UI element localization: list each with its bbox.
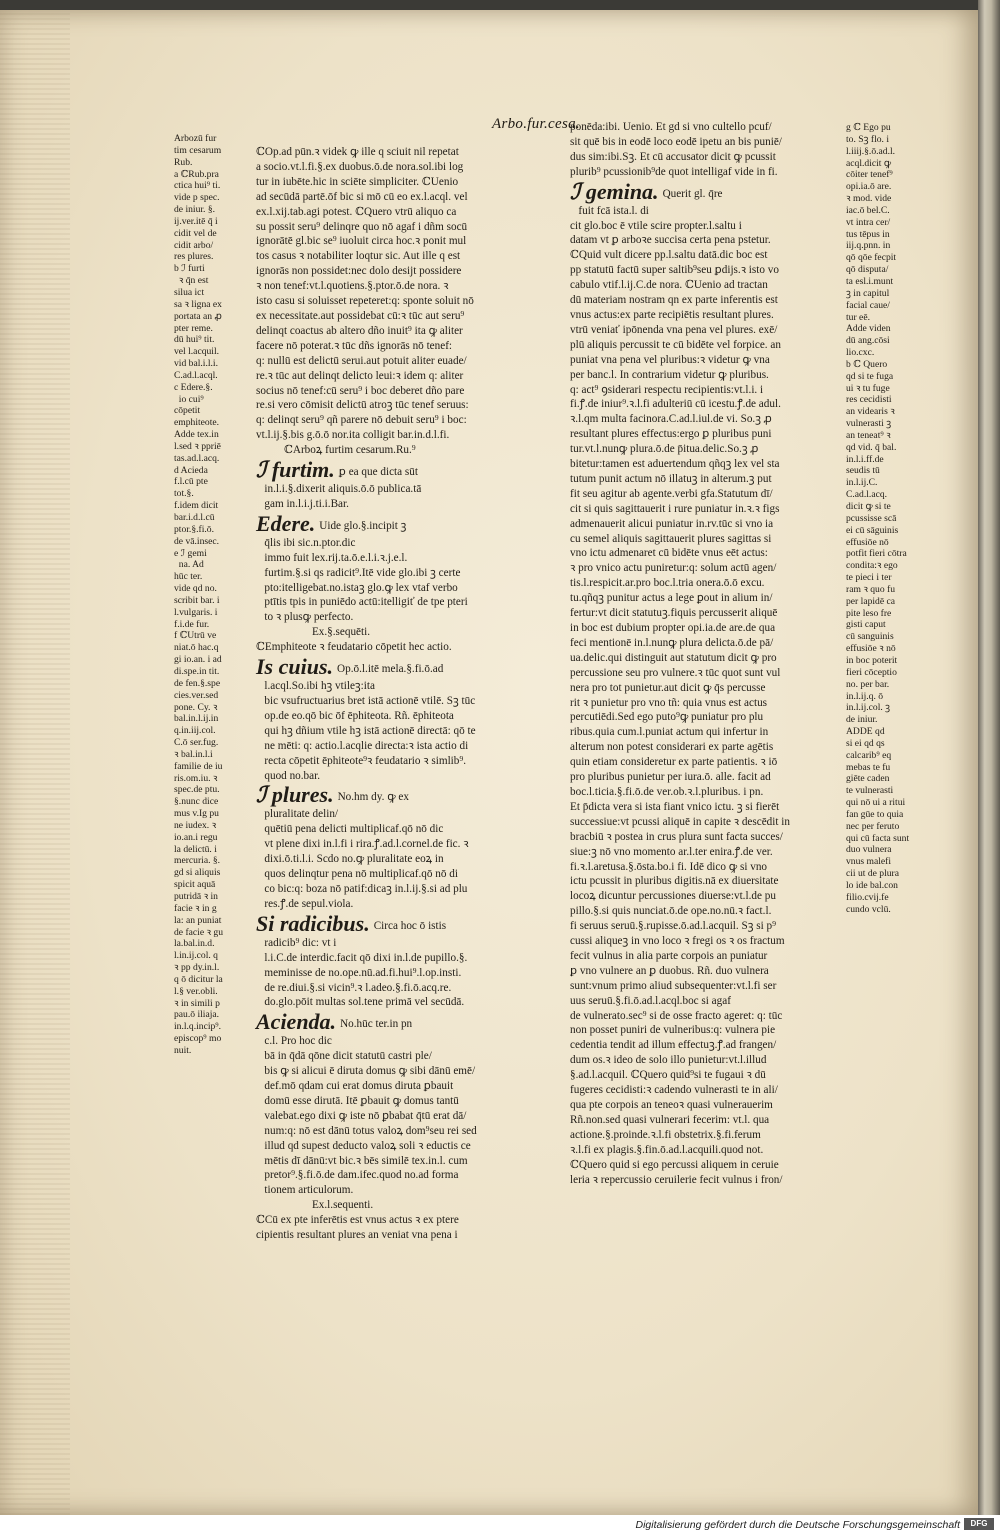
text-line bbox=[570, 233, 840, 248]
line-text: q: nullū est delictū serui.aut potuit aliter euade/ bbox=[256, 354, 467, 367]
text-line bbox=[256, 739, 526, 754]
line-text: ponēda:ibi. Uenio. Et gd si vno cultello pcuf/ bbox=[570, 121, 772, 133]
text-line bbox=[570, 502, 840, 517]
line-text: Uide glo.§.incipit ꝫ bbox=[319, 519, 407, 532]
line-text: per banc.l. In contrarium videtur ꝙ pluribus. bbox=[570, 368, 769, 381]
line-text: Circa hoc ō istis bbox=[373, 919, 447, 932]
text-line bbox=[570, 591, 840, 606]
text-line bbox=[256, 1168, 526, 1183]
line-text: pro pluribus punietur per iura.ō. alle. facit ad bbox=[570, 771, 771, 784]
text-line bbox=[256, 694, 526, 709]
line-text: nera pro tot punietur.aut dicit ꝙ q̄s percusse bbox=[570, 681, 766, 694]
line-text: No.hm dy. ꝙ ex bbox=[337, 791, 409, 804]
text-line bbox=[256, 1154, 526, 1169]
text-line bbox=[256, 822, 526, 837]
text-line bbox=[256, 354, 526, 369]
line-text: Rñ.non.sed quasi vulnerari fecerim: vt.l. qua bbox=[570, 1113, 770, 1126]
text-line bbox=[256, 1139, 526, 1154]
line-text: successiue:vt pcussi aliquē in capite ꝛ descēdit in bbox=[570, 815, 790, 828]
text-line bbox=[256, 309, 526, 324]
line-text: tos casus ꝛ notabiliter loqtur sic. Aut ille q est bbox=[256, 250, 461, 263]
line-text: gam in.l.i.j.ti.i.Bar. bbox=[256, 497, 349, 510]
text-line bbox=[570, 576, 840, 591]
text-line bbox=[570, 860, 840, 875]
line-text: locoꝝ dicuntur percussiones diuerse:vt.l.de pu bbox=[570, 890, 776, 903]
text-line bbox=[256, 279, 526, 294]
text-line bbox=[256, 428, 526, 443]
text-line bbox=[570, 120, 840, 135]
text-line bbox=[570, 1038, 840, 1053]
text-line bbox=[256, 769, 526, 784]
line-text: ex necessitate.aut possidebat cū:ꝛ tūc aut seru⁹ bbox=[256, 309, 465, 322]
text-line bbox=[256, 249, 526, 264]
line-text: l.acql.So.ibi hꝫ vtileꝫ:ita bbox=[256, 680, 375, 693]
text-line bbox=[570, 165, 840, 180]
left-text-column bbox=[256, 145, 526, 1243]
text-line bbox=[256, 536, 526, 551]
text-line bbox=[570, 1113, 840, 1128]
line-text: q̄lis ibi sic.n.ptor.dic bbox=[256, 536, 356, 549]
line-text: admenauerit alicui puniatur in.rv.tūc si vno ia bbox=[570, 517, 774, 530]
footer-credit: Digitalisierung gefördert durch die Deutsche Forschungsgemeinschaft bbox=[635, 1519, 960, 1531]
text-line bbox=[256, 897, 526, 912]
text-line bbox=[570, 323, 840, 338]
line-text: ꝑ vno vulnere an ꝑ duobus. Rñ. duo vulnera bbox=[570, 964, 769, 977]
text-line bbox=[570, 740, 840, 755]
line-text: fecit vulnus in alia parte corpois an puniatur bbox=[570, 949, 768, 962]
text-line bbox=[256, 807, 526, 822]
line-text: mētis dī dānū:vt bic.ꝛ bēs similē tex.in.l. cum bbox=[256, 1154, 468, 1167]
line-text: sunt:vnum primo aliud subsequenter:vt.l.fi ser bbox=[570, 979, 777, 992]
text-line bbox=[570, 517, 840, 532]
line-text: sit quē bis in eodē loco eodē ipetu an bis puniē/ bbox=[570, 135, 782, 148]
line-text: dū materiam nostram qn ex parte inferentis est bbox=[570, 294, 778, 307]
line-text: radicib⁹ dic: vt i bbox=[256, 936, 337, 949]
text-line bbox=[256, 339, 526, 354]
line-text: tis.l.respicit.ar.pro boc.l.tria onera.ō.ō excu. bbox=[570, 577, 765, 590]
line-text: op.de eo.qō bic ōf ēphiteota. Rñ. ēphiteota bbox=[256, 709, 454, 722]
line-text: qui hꝫ dñium vtile hꝫ istā actionē directā: qō te bbox=[256, 724, 476, 737]
line-text: illud qd supest deducto valoꝝ soli ꝛ eductis ce bbox=[256, 1139, 471, 1152]
line-text: pp statutū factū super saltib⁹seu ꝑdijs.ꝛ isto vo bbox=[570, 264, 779, 277]
text-line bbox=[256, 145, 526, 160]
line-text: co bic:q: boza nō patif:dicaꝫ in.l.ij.§.si ad plu bbox=[256, 882, 468, 895]
text-line bbox=[570, 1053, 840, 1068]
line-text: num:q: nō est dānū totus valoꝝ dom⁹seu rei sed bbox=[256, 1124, 477, 1137]
line-text: cipientis resultant plures an veniat vna pena i bbox=[256, 1229, 458, 1242]
text-line bbox=[256, 160, 526, 175]
text-line bbox=[256, 724, 526, 739]
line-text: ictu pcussit in pluribus digitis.nā ex diuersitate bbox=[570, 875, 779, 888]
line-text: ad secūdā partē.ōf bic si mō cū eo ex.l.acql. vel bbox=[256, 190, 468, 203]
text-line bbox=[570, 397, 840, 412]
line-text: ꝛ.l.fi ex plagis.§.fin.ō.ad.l.acquili.quod not. bbox=[570, 1143, 764, 1156]
line-text: ua.delic.qui distinguit aut statutum dicit ꝙ pro bbox=[570, 651, 777, 664]
text-line bbox=[570, 338, 840, 353]
line-text: fugeres cecidisti:ꝛ cadendo vulnerasti te in ali/ bbox=[570, 1084, 778, 1097]
text-line bbox=[256, 595, 526, 610]
line-text: de re.diui.§.si vicin⁹.ꝛ l.adeo.§.fi.ō.acq.re. bbox=[256, 981, 452, 994]
line-text: facere nō poterat.ꝛ tūc dñs ignorās nō tenef: bbox=[256, 339, 453, 352]
text-line bbox=[570, 710, 840, 725]
text-line bbox=[256, 1109, 526, 1124]
text-line bbox=[570, 1143, 840, 1158]
text-line bbox=[570, 770, 840, 785]
text-line bbox=[256, 264, 526, 279]
line-text: ꝛ.l.qm multa facinora.C.ad.l.iul.de vi. So.ꝫ ꝓ bbox=[570, 413, 772, 426]
lemma-heading: Edere. bbox=[256, 510, 316, 536]
text-line bbox=[570, 651, 840, 666]
line-text: ribus.quia cum.l.puniat actum qui infertur in bbox=[570, 726, 769, 739]
text-line bbox=[256, 852, 526, 867]
text-line bbox=[570, 874, 840, 889]
line-text: alterum non potest considerari ex parte agētis bbox=[570, 741, 774, 754]
text-line bbox=[570, 442, 840, 457]
line-text: Op.ō.l.itē mela.§.fi.ō.ad bbox=[337, 663, 444, 676]
line-text: cit glo.boc ē vtile scire propter.l.saltu i bbox=[570, 219, 742, 232]
line-text: ꝛ non tenef:vt.l.quotiens.§.ptor.ō.de nora. ꝛ bbox=[256, 280, 449, 293]
text-line bbox=[256, 1034, 526, 1049]
line-text: Et p̄dicta vera si ista fiant vnico ictu. ꝫ si fierēt bbox=[570, 800, 780, 813]
line-text: qua pte corpois an teneoꝛ quasi vulnerauerim bbox=[570, 1099, 773, 1111]
text-line bbox=[570, 1128, 840, 1143]
text-line bbox=[570, 263, 840, 278]
text-line bbox=[256, 625, 526, 640]
line-text: ℂOp.ad pūn.ꝛ videk ꝙ ille q sciuit nil repetat bbox=[256, 146, 459, 158]
line-text: vt plene dixi in.l.fi i rira.ꝭ.ad.l.cornel.de fic. ꝛ bbox=[256, 838, 469, 851]
text-line bbox=[570, 934, 840, 949]
text-line bbox=[570, 457, 840, 472]
line-text: res.ꝭ.de sepul.viola. bbox=[256, 897, 354, 910]
text-line bbox=[256, 837, 526, 852]
line-text: vtrū veniať ipōnenda vna pena vel plures. exē/ bbox=[570, 323, 778, 336]
line-text: dus sim:ibi.Sꝫ. Et cū accusator dicit ꝙ pcussit bbox=[570, 150, 776, 163]
text-line bbox=[256, 951, 526, 966]
text-line bbox=[570, 800, 840, 815]
text-line bbox=[570, 606, 840, 621]
text-line bbox=[570, 219, 840, 234]
text-line bbox=[570, 830, 840, 845]
line-text: cu semel aliquis sagittauerit plures sagittas si bbox=[570, 532, 772, 545]
text-line bbox=[256, 610, 526, 625]
line-text: ℂCū ex pte inferētis est vnus actus ꝛ ex ptere bbox=[256, 1214, 459, 1227]
text-line bbox=[256, 413, 526, 428]
line-text: fi.ꝛ.l.aretusa.§.ōsta.bo.i fi. Idē dico ꝙ si vno bbox=[570, 860, 768, 873]
text-line bbox=[256, 566, 526, 581]
text-line bbox=[570, 636, 840, 651]
line-text: fit seu agitur ab agente.verbi gfa.Statutum dī/ bbox=[570, 487, 773, 500]
right-text-column bbox=[570, 120, 840, 1187]
text-line bbox=[256, 384, 526, 399]
right-marginal-gloss: g ℂ Ego pu to. Sꝫ flo. i l.iiij.§.ō.ad.l. acql.dicit ꝙ cōiter tenef⁹ opi.ia.ō are. ꝛ mod. vide iac.ō bel.C. vt intra cer/ tus tēpus in iij.q.pnn. in qō qōe fecpit qō disputa/ ta esl.i.munt ꝫ in capitul facial caue/ tur eē. Adde viden dū ang.cōsi lio.cxc. b ℂ Quero qd si te fuga ui ꝛ tu fuge res cecidisti an videaris ꝛ vulnerasti ꝫ an teneat⁹ ꝛ qd vid. q̄ bal. in.l.i.ff.de seudis tū in.l.ij.C. C.ad.l.acq. dicit ꝙ si te pcussisse scā ei cū sāguinis effusiōe nō potfit fieri cōtra condita:ꝛ ego te pieci i ter ram ꝛ quo fu per lapidē ca pite leso fre gisti caput cū sanguinis effusiōe ꝛ nō in boc poterit fieri cōceptio no. per bar. in.l.ij.q. ō in.l.ij.col. ꝫ de iniur. ADDE qd si ei qd qs calcarib⁹ eq mebas te fu giēte caden te vulnerasti qui nō ui a ritui fan gūe to quia nec per feruto qui cū facta sunt duo vulnera vnus malefi cii ut de plura lo ide bal.con filio.cvij.fe cundo vclū. bbox=[846, 122, 910, 915]
line-text: fuit fcā ista.l. di bbox=[570, 204, 649, 217]
text-line bbox=[570, 845, 840, 860]
line-text: bitetur:tamen est aduertendum qñqꝫ lex vel sta bbox=[570, 458, 780, 471]
line-text: plurib⁹ pcussionib⁹de quot intelligaf vide in fi. bbox=[570, 165, 778, 178]
text-line bbox=[256, 175, 526, 190]
line-text: tur.vt.l.nunꝙ plura.ō.de p̄itua.delic.So.ꝫ ꝓ bbox=[570, 443, 759, 456]
line-text: in.l.i.§.dixerit aliquis.ō.ō publica.tā bbox=[256, 483, 422, 496]
text-line bbox=[570, 785, 840, 800]
text-line bbox=[570, 1023, 840, 1038]
text-line bbox=[256, 398, 526, 413]
line-text: ignorātē gl.bic se⁹ iuoluit circa hoc.ꝛ ponit mul bbox=[256, 235, 467, 248]
line-text: vno ictu admenaret cū bidēte vnus eēt actus: bbox=[570, 547, 768, 560]
line-text: delinqt coactus ab altero dño inuit⁹ ita ꝙ aliter bbox=[256, 324, 463, 337]
line-text: ℂQuid vult dicere pp.l.saltu datā.dic boc est bbox=[570, 249, 768, 262]
lemma-heading: Si radicibus. bbox=[256, 910, 370, 936]
text-line bbox=[570, 889, 840, 904]
line-text: immo fuit lex.rij.ta.ō.e.l.i.ꝛ.j.e.l. bbox=[256, 551, 408, 564]
text-line bbox=[256, 1183, 526, 1198]
line-text: §.ad.l.acquil. ℂQuero quid⁹si te fugaui ꝛ dū bbox=[570, 1069, 766, 1082]
text-line bbox=[256, 1198, 526, 1213]
line-text: re.si vero cōmisit delictū atroꝫ tūc tenef seruus: bbox=[256, 399, 469, 412]
line-text: tutum punit actum nō illatuꝫ in alterum.ꝫ put bbox=[570, 472, 772, 485]
line-text: fi seruus seruū.§.rupisse.ō.ad.l.acquil. Sꝫ si p⁹ bbox=[570, 920, 776, 933]
text-line bbox=[570, 666, 840, 681]
line-text: quētiū pena delicti multiplicaf.qō nō dic bbox=[256, 823, 444, 836]
lemma-heading: Acienda. bbox=[256, 1009, 337, 1035]
line-text: plū aliquis percussit te cū bidēte vel forpice. an bbox=[570, 338, 781, 351]
text-line bbox=[256, 1124, 526, 1139]
line-text: quod no.bar. bbox=[256, 769, 321, 782]
line-text: to ꝛ plusꝙ perfecto. bbox=[256, 611, 354, 624]
text-line bbox=[570, 412, 840, 427]
text-line bbox=[256, 882, 526, 897]
text-line bbox=[570, 681, 840, 696]
line-text: pillo.§.si quis nunciat.ō.de ope.no.nū.ꝛ fact.l. bbox=[570, 905, 772, 918]
line-text: cabulo vtif.l.ij.C.de nora. ℂUenio ad tractan bbox=[570, 279, 768, 292]
line-text: de vulnerato.sec⁹ si de osse fracto ageret: q: tūc bbox=[570, 1009, 783, 1022]
text-line bbox=[256, 512, 526, 536]
line-text: uus seruū.§.fi.ō.ad.l.acql.boc si agaf bbox=[570, 994, 731, 1007]
text-line bbox=[256, 754, 526, 769]
line-text: Ex.l.sequenti. bbox=[256, 1199, 374, 1212]
text-line bbox=[256, 1049, 526, 1064]
line-text: bic vsufructuarius bret istā actionē vtilē. Sꝫ tūc bbox=[256, 695, 476, 707]
line-text: furtim.§.si qs radicit⁹.Itē vide glo.ibi ꝫ certe bbox=[256, 566, 461, 579]
line-text: tur in iubēte.hic in sciēte simpliciter. ℂUenio bbox=[256, 175, 459, 188]
text-line bbox=[256, 709, 526, 724]
line-text: a socio.vt.l.fi.§.ex duobus.ō.de nora.sol.ibi log bbox=[256, 160, 464, 173]
line-text: No.hūc ter.in pn bbox=[340, 1018, 413, 1031]
text-line bbox=[256, 783, 526, 807]
text-line bbox=[570, 1009, 840, 1024]
text-line bbox=[256, 1228, 526, 1243]
line-text: vnus actus:ex parte recipiētis resultant plures. bbox=[570, 308, 774, 321]
text-line bbox=[256, 1064, 526, 1079]
text-line bbox=[570, 994, 840, 1009]
line-text: in boc est dubium propter opi.ia.de are.de qua bbox=[570, 622, 776, 634]
line-text: pretor⁹.§.fi.ō.de dam.ifec.quod no.ad forma bbox=[256, 1169, 459, 1182]
text-line bbox=[256, 867, 526, 882]
text-line bbox=[256, 234, 526, 249]
line-text: cit si quis sagittauerit i rure puniatur in.ꝛ.ꝛ figs bbox=[570, 502, 780, 515]
line-text: do.glo.pōit multas sol.tene primā vel secūdā. bbox=[256, 996, 465, 1009]
line-text: quos delinqtur pena nō multiplicaf.qō nō di bbox=[256, 868, 458, 881]
line-text: l.i.C.de interdic.facit qō dixi in.l.de pupillo.§. bbox=[256, 951, 468, 964]
text-line bbox=[256, 1079, 526, 1094]
text-line bbox=[256, 1213, 526, 1228]
text-line bbox=[256, 1094, 526, 1109]
line-text: socius nō tenef:cū seru⁹ i boc deberet dño pare bbox=[256, 384, 465, 397]
text-line bbox=[570, 353, 840, 368]
line-text: bā in q̄dā qōne dicit statutū castri ple/ bbox=[256, 1050, 432, 1063]
line-text: datam vt ꝑ arboꝛe succisa certa pena pstetur. bbox=[570, 234, 771, 247]
text-line bbox=[570, 1173, 840, 1188]
text-line bbox=[256, 205, 526, 220]
text-line bbox=[570, 135, 840, 150]
line-text: actione.§.proinde.ꝛ.l.fi obstetrix.§.fi.ferum bbox=[570, 1128, 761, 1141]
text-line bbox=[256, 458, 526, 482]
line-text: def.mō qdam cui erat domus diruta ꝑbauit bbox=[256, 1080, 454, 1093]
line-text: ꝛ pro vnico actu puniretur:q: solum actū agen/ bbox=[570, 562, 777, 575]
line-text: c.l. Pro hoc dic bbox=[256, 1035, 332, 1048]
book-fore-edge bbox=[978, 0, 1000, 1515]
line-text: fertur:vt dicit statutuꝫ.fiquis percusserit aliquē bbox=[570, 607, 778, 620]
line-text: tionem articulorum. bbox=[256, 1184, 354, 1197]
line-text: domū esse dirutā. Itē ꝑbauit ꝙ domus tantū bbox=[256, 1094, 459, 1107]
text-line bbox=[256, 966, 526, 981]
text-line bbox=[570, 755, 840, 770]
text-line bbox=[256, 482, 526, 497]
line-text: feci mentionē in.l.nunꝙ plura delicta.ō.de pā/ bbox=[570, 636, 774, 649]
line-text: cussi aliqueꝫ in vno loco ꝛ fregi os ꝛ os fractum bbox=[570, 935, 785, 948]
text-line bbox=[570, 532, 840, 547]
page-edges bbox=[0, 10, 70, 1515]
text-line bbox=[570, 725, 840, 740]
text-line bbox=[570, 204, 840, 219]
line-text: isto casu si soluisset repeteret:q: sponte soluit nō bbox=[256, 295, 474, 308]
text-line bbox=[570, 383, 840, 398]
text-line bbox=[570, 150, 840, 165]
line-text: leria ꝛ repercussio ceruilerie fecit vulnus i fron/ bbox=[570, 1173, 783, 1186]
lemma-heading: ℐ gemina. bbox=[570, 178, 659, 204]
text-line bbox=[256, 912, 526, 936]
text-line bbox=[570, 278, 840, 293]
line-text: dixi.ō.ti.l.i. Scdo no.ꝙ pluralitate eoꝝ in bbox=[256, 853, 444, 866]
lemma-heading: ℐ plures. bbox=[256, 782, 334, 808]
line-text: quin etiam consideretur ex parte patientis. ꝛ iō bbox=[570, 756, 778, 769]
line-text: siue:ꝫ nō vno momento ar.l.ter enira.ꝭ.de ver. bbox=[570, 845, 773, 858]
text-line bbox=[570, 368, 840, 383]
text-line bbox=[256, 324, 526, 339]
text-line bbox=[570, 427, 840, 442]
text-line bbox=[570, 472, 840, 487]
text-line bbox=[570, 1083, 840, 1098]
text-line bbox=[570, 696, 840, 711]
text-line bbox=[256, 679, 526, 694]
line-text: rit ꝛ punietur pro vno tñ: quia vnus est actus bbox=[570, 696, 768, 709]
line-text: percutiēdi.Sed ego puto⁹ꝙ puniatur pro plu bbox=[570, 711, 764, 724]
text-line bbox=[570, 964, 840, 979]
running-header: Arbo.fur.cesa. bbox=[492, 116, 580, 132]
text-line bbox=[570, 248, 840, 263]
text-line bbox=[256, 1010, 526, 1034]
line-text: puniat vna pena vel pluribus:ꝛ videtur ꝙ vna bbox=[570, 353, 770, 366]
lemma-heading: Is cuius. bbox=[256, 654, 334, 680]
text-line bbox=[256, 220, 526, 235]
text-line bbox=[570, 949, 840, 964]
line-text: percussione seu pro vulnere.ꝛ tūc quot sunt vul bbox=[570, 666, 781, 679]
text-line bbox=[570, 1158, 840, 1173]
text-line bbox=[256, 936, 526, 951]
text-line bbox=[570, 815, 840, 830]
line-text: re.ꝛ tūc aut delinqt delicto leui:ꝛ idem q: aliter bbox=[256, 369, 464, 382]
line-text: ex.l.xij.tab.agi potest. ℂQuero vtrū aliquo ca bbox=[256, 205, 457, 218]
text-line bbox=[570, 919, 840, 934]
line-text: tu.qñqꝫ punitur actus a lege ꝑout in alium in/ bbox=[570, 592, 773, 605]
line-text: ignorās non possidet:nec dolo desijt possidere bbox=[256, 265, 462, 278]
line-text: non posset puniri de vulneribus:q: vulnera pie bbox=[570, 1024, 776, 1037]
text-line bbox=[570, 979, 840, 994]
line-text: q: delinqt seru⁹ qñ parere nō debuit seru⁹ i boc: bbox=[256, 414, 467, 427]
text-line bbox=[570, 293, 840, 308]
text-line bbox=[570, 308, 840, 323]
line-text: Ex.§.sequēti. bbox=[256, 626, 371, 639]
text-line bbox=[570, 1098, 840, 1113]
line-text: resultant plures effectus:ergo ꝑ pluribus puni bbox=[570, 428, 772, 441]
line-text: ne mēti: q: actio.l.acqlie directa:ꝛ ista actio di bbox=[256, 739, 469, 752]
line-text: boc.l.ticia.§.fi.ō.de ver.ob.ꝛ.l.pluribus. i pn. bbox=[570, 785, 764, 798]
line-text: pto:itelligebat.no.istaꝫ glo.ꝙ lex vtaf verbo bbox=[256, 581, 458, 594]
line-text: bis ꝙ si alicui ē diruta domus ꝙ sibi dānū emē/ bbox=[256, 1065, 476, 1078]
line-text: q: act⁹ ꝯsiderari respectu recipientis:vt.l.i. i bbox=[570, 383, 764, 396]
text-line bbox=[256, 581, 526, 596]
line-text: ℂArboꝝ furtim cesarum.Ru.⁹ bbox=[256, 444, 416, 457]
left-marginal-gloss: Arbozū fur tim cesarum Rub. a ℂRub.pra ctica hui⁹ ti. vide p spec. de iniur. §. ij.ver.itē q̄ i cidit vel de cidit arbo/ res plures. b ℐ furti ꝛ q̄n est silua ict sa ꝛ ligna ex portata an ꝓ pter reme. dū hui⁹ tit. vel l.acquil. vid bal.i.l.i. C.ad.l.acql. c Edere.§. io cui⁹ cōpetit emphiteote. Adde tex.in l.sed ꝛ ppriē tas.ad.l.acq. d Acieda f.l.cū pte tot.§. f.idem dicit bar.i.d.l.cū ptor.§.fi.ō. de vā.insec. e ℐ gemi na. Ad hūc ter. vide qd no. scribit bar. i l.vulgaris. i f.i.de fur. f ℂUtrū ve niat.ō hac.q gi io.an. i ad di.spe.in tit. de fen.§.spe cies.ver.sed pone. Cy. ꝛ bal.in.l.ij.in q.in.iij.col. C.ō ser.fug. ꝛ bal.in.l.i familie de iu ris.om.iu. ꝛ spec.de ptu. §.nunc dice mus v.Ig pu ne iudex. ꝛ io.an.i regu la delictū. i mercuria. §. gd si aliquis spicit aquā putridā ꝛ in facie ꝛ in g la: an puniat de facie ꝛ gu la.bal.in.d. l.in.ij.col. q ꝛ pp dy.in.l. q ō dicitur la l.§ ver.obli. ꝛ in simili p pau.ō iliaja. in.l.q.incip⁹. episcop⁹ mo nuit. bbox=[174, 133, 224, 1056]
text-line bbox=[256, 497, 526, 512]
line-text: ꝑ ea que dicta sūt bbox=[338, 466, 418, 479]
line-text: pluralitate delin/ bbox=[256, 808, 339, 821]
text-line bbox=[570, 561, 840, 576]
line-text: cedentia tendit ad illum effectuꝫ.ꝭ.ad frangen/ bbox=[570, 1039, 777, 1052]
text-line bbox=[256, 369, 526, 384]
line-text: Querit gl. q̄re bbox=[662, 187, 723, 200]
line-text: bracbiū ꝛ postea in crus plura sunt facta succes/ bbox=[570, 830, 783, 843]
text-line bbox=[256, 551, 526, 566]
line-text: vt.l.ij.§.bis g.ō.ō nor.ita colligit bar.in.d.l.fi. bbox=[256, 429, 450, 442]
text-line bbox=[256, 294, 526, 309]
dfg-logo: DFG bbox=[964, 1518, 994, 1530]
text-line bbox=[256, 655, 526, 679]
line-text: ℂQuero quid si ego percussi aliquem in ceruie bbox=[570, 1158, 779, 1171]
text-line bbox=[570, 1068, 840, 1083]
text-line bbox=[256, 981, 526, 996]
line-text: dum os.ꝛ ideo de solo illo punietur:vt.l.illud bbox=[570, 1054, 767, 1067]
text-line bbox=[256, 995, 526, 1010]
line-text: recta cōpetit ēphiteote⁹ꝛ feudatario ꝛ simlib⁹. bbox=[256, 754, 467, 767]
text-line bbox=[570, 180, 840, 204]
lemma-heading: ℐ furtim. bbox=[256, 457, 335, 483]
text-line bbox=[256, 190, 526, 205]
text-line bbox=[256, 640, 526, 655]
line-text: meminisse de no.ope.nū.ad.fi.hui⁹.l.op.insti. bbox=[256, 966, 462, 979]
line-text: fi.ꝭ.de iniur⁹.ꝛ.l.fi adulteriū cū icestu.ꝭ.de adul. bbox=[570, 398, 781, 411]
line-text: su possit seru⁹ delinqre quo nō agaf i dñm socū bbox=[256, 220, 468, 233]
line-text: ℂEmphiteote ꝛ feudatario cōpetit hec actio. bbox=[256, 641, 452, 654]
text-line bbox=[570, 546, 840, 561]
text-line bbox=[570, 621, 840, 636]
text-line bbox=[570, 487, 840, 502]
line-text: ptītis tpis in puniēdo actū:itelligiť de tpe pteri bbox=[256, 596, 468, 609]
text-line bbox=[570, 904, 840, 919]
text-line bbox=[256, 443, 526, 458]
line-text: valebat.ego dixi ꝙ iste nō ꝑbabat q̄tū erat dā/ bbox=[256, 1109, 467, 1122]
